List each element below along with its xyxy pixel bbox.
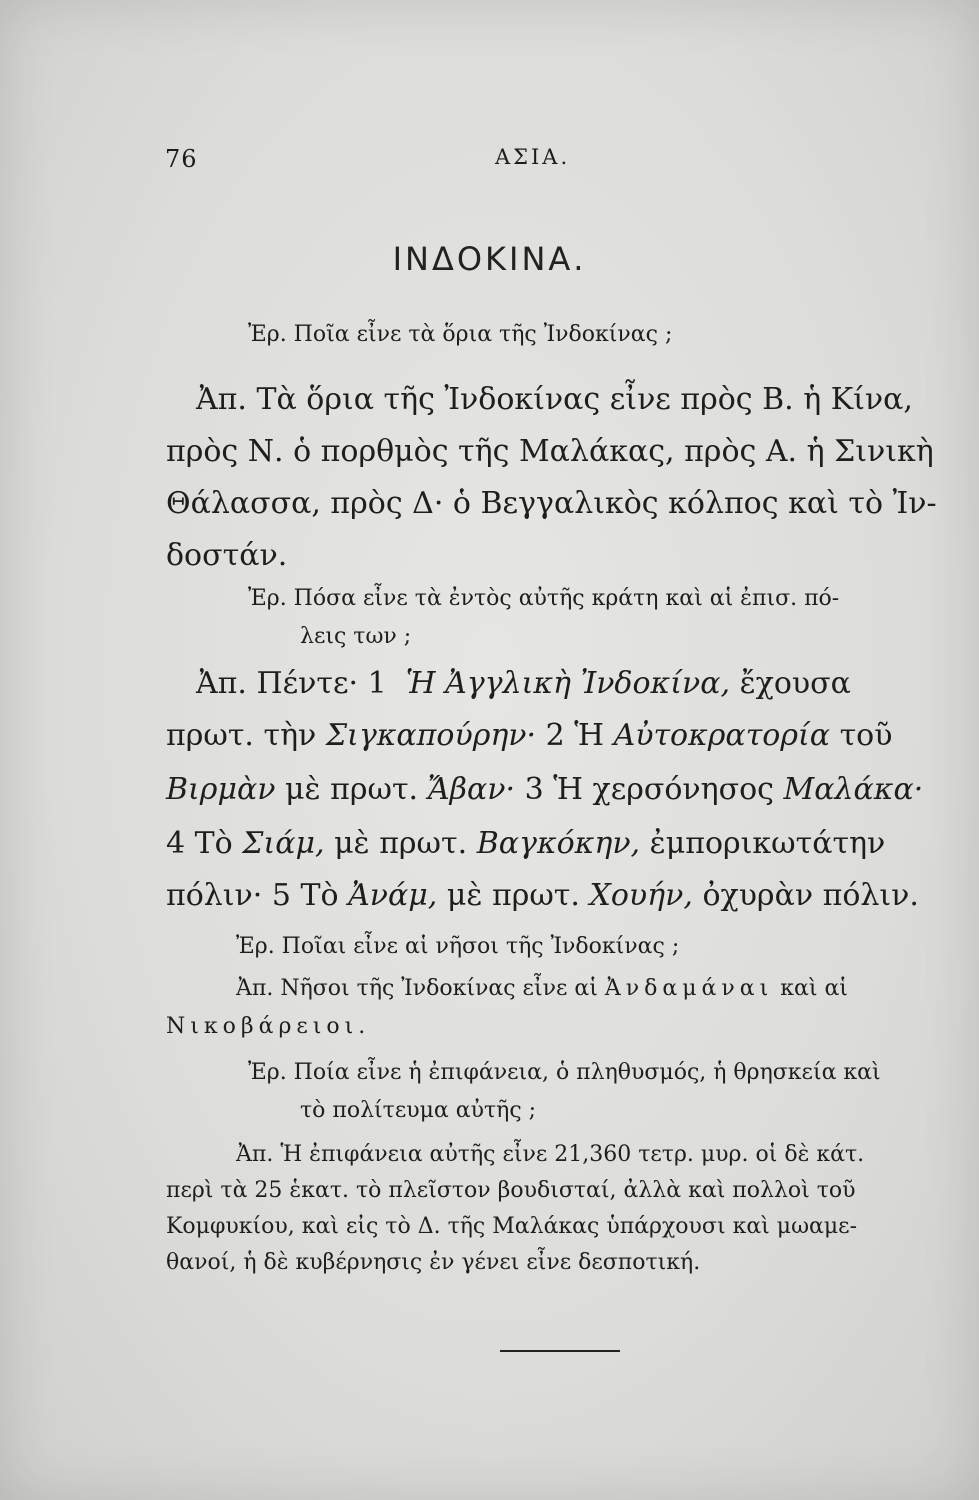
answer-text-italic: Χουήν, [589, 878, 693, 913]
answer-line: περὶ τὰ 25 ἑκατ. τὸ πλεῖστον βουδισταί, ἀλλὰ καὶ πολλοὶ τοῦ [166, 1178, 856, 1203]
answer-text: πόλιν· 5 Τὸ [166, 878, 339, 913]
answer-text: Ἀπ. Νῆσοι τῆς Ἰνδοκίνας εἶνε αἱ [236, 976, 598, 1001]
question-line: Ἐρ. Ποῖα εἶνε τὰ ὅρια τῆς Ἰνδοκίνας ; [248, 322, 673, 347]
running-head: ΑΣΙΑ. [495, 145, 571, 169]
answer-text: Ἀπ. Πέντε· 1 [196, 666, 387, 701]
question-line: Ἐρ. Ποῖαι εἶνε αἱ νῆσοι τῆς Ἰνδοκίνας ; [236, 934, 680, 959]
answer-text: μὲ πρωτ. [285, 772, 419, 807]
answer-text: πρωτ. τὴν [166, 718, 317, 753]
answer-line [166, 878, 919, 913]
answer-text: μὲ πρωτ. [446, 878, 580, 913]
answer-text: τοῦ [839, 718, 893, 753]
answer-text-italic: Αὐτοκρατορία [613, 718, 831, 753]
answer-text: ἐμπορικωτάτην [649, 826, 886, 861]
answer-line: Θάλασσα, πρὸς Δ· ὁ Βεγγαλικὸς κόλπος καὶ τὸ Ἰν- [166, 486, 937, 521]
answer-text: ἔχουσα [739, 666, 851, 701]
section-end-rule [500, 1350, 620, 1352]
question-line: τὸ πολίτευμα αὐτῆς ; [300, 1098, 537, 1123]
answer-line: Ἀπ. Ἡ ἐπιφάνεια αὐτῆς εἶνε 21,360 τετρ. μυρ. οἱ δὲ κάτ. [236, 1142, 865, 1167]
page-number: 76 [165, 145, 198, 173]
answer-text: καὶ αἱ [780, 976, 848, 1001]
answer-text-italic: Σιάμ, [242, 826, 325, 861]
answer-text-italic: Βιρμὰν [166, 772, 276, 807]
question-line: Ἐρ. Πόσα εἶνε τὰ ἐντὸς αὐτῆς κράτη καὶ αἱ ἐπισ. πό- [248, 586, 840, 611]
answer-line: δοστάν. [166, 538, 288, 573]
answer-text-italic: Σιγκαπούρην· [325, 718, 537, 753]
question-line: λεις των ; [300, 624, 412, 649]
answer-line [166, 772, 923, 807]
answer-line: πρὸς Ν. ὁ πορθμὸς τῆς Μαλάκας, πρὸς Α. ἡ Σινικὴ [166, 434, 934, 469]
answer-text: 4 Τὸ [166, 826, 233, 861]
answer-text: 2 Ἡ [545, 718, 605, 753]
answer-text-italic: Ἀνάμ, [348, 878, 438, 913]
answer-text-italic: Ἄβαν· [427, 772, 516, 807]
answer-line: Νικοβάρειοι. [166, 1014, 371, 1039]
answer-text: 3 Ἡ χερσόνησος [524, 772, 774, 807]
question-line: Ἐρ. Ποία εἶνε ἡ ἐπιφάνεια, ὁ πληθυσμός, ἡ θρησκεία καὶ [248, 1060, 881, 1085]
section-title: ΙΝΔΟΚΙΝΑ. [392, 240, 587, 278]
answer-text: μὲ πρωτ. [334, 826, 468, 861]
answer-line: Κομφυκίου, καὶ εἰς τὸ Δ. τῆς Μαλάκας ὑπάρχουσι καὶ μωαμε- [166, 1214, 858, 1239]
answer-text: ὀχυρὰν πόλιν. [702, 878, 919, 913]
answer-text-spaced: Ἀνδαμάναι [604, 976, 774, 1001]
answer-line: Ἀπ. Τὰ ὅρια τῆς Ἰνδοκίνας εἶνε πρὸς Β. ἡ Κίνα, [196, 382, 913, 417]
answer-line [196, 666, 851, 701]
answer-line [166, 826, 885, 861]
answer-line [166, 718, 892, 753]
answer-text-italic: Ἡ Ἀγγλικὴ Ἰνδοκίνα, [405, 666, 731, 701]
answer-text-italic: Μαλάκα· [783, 772, 924, 807]
answer-text-italic: Βαγκόκην, [476, 826, 641, 861]
answer-line: θανοί, ἡ δὲ κυβέρνησις ἐν γένει εἶνε δεσποτική. [166, 1250, 701, 1275]
answer-line [236, 976, 848, 1001]
page-header [165, 145, 905, 185]
